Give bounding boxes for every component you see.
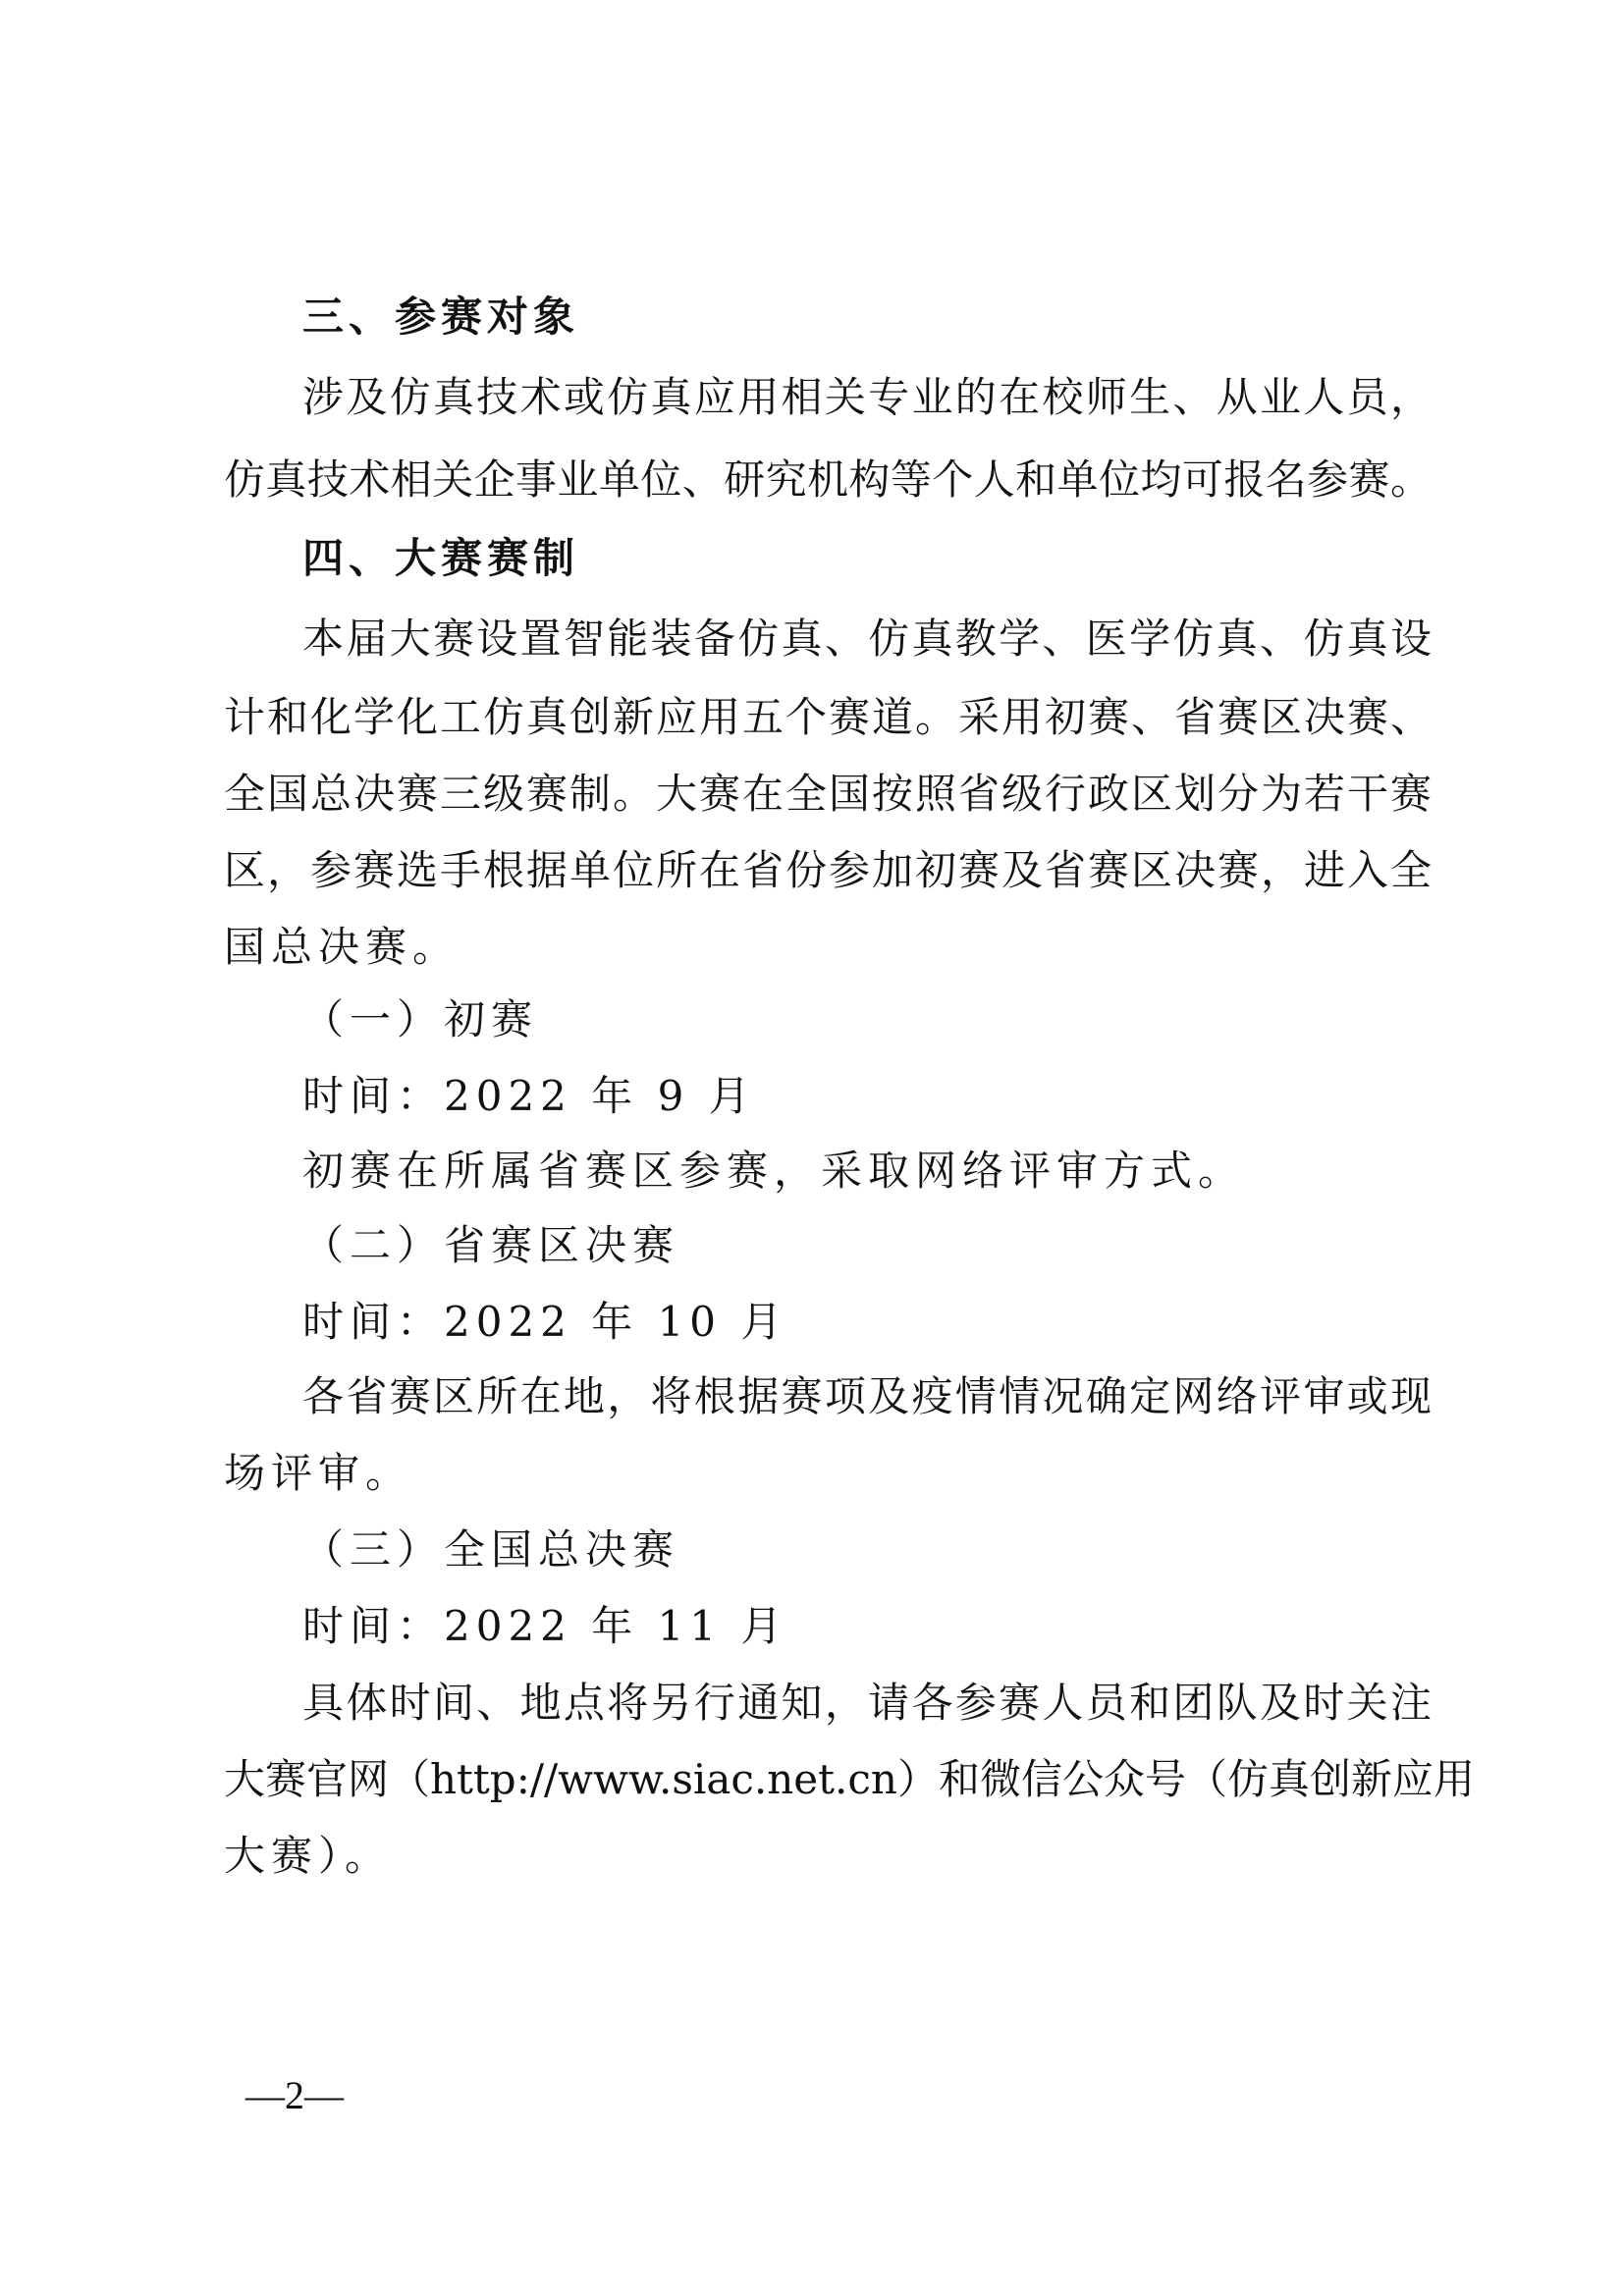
section-4-paragraph-line-4: 区，参赛选手根据单位所在省份参加初赛及省赛区决赛，进入全 bbox=[224, 846, 1432, 894]
sub-3-time: 时间：2022 年 11 月 bbox=[302, 1602, 788, 1650]
sub-3-desc-line-3: 大赛）。 bbox=[224, 1832, 393, 1880]
sub-2-desc-line-1: 各省赛区所在地，将根据赛项及疫情情况确定网络评审或现 bbox=[302, 1372, 1432, 1420]
sub-3-desc-line-1: 具体时间、地点将另行通知，请各参赛人员和团队及时关注 bbox=[302, 1679, 1432, 1727]
sub-2-time: 时间：2022 年 10 月 bbox=[302, 1298, 788, 1346]
sub-1-time: 时间：2022 年 9 月 bbox=[302, 1072, 756, 1120]
sub-2-desc-line-2: 场评审。 bbox=[224, 1449, 413, 1497]
sub-2-heading: （二）省赛区决赛 bbox=[302, 1221, 680, 1269]
section-4-heading: 四、大赛赛制 bbox=[302, 534, 580, 582]
section-4-paragraph-line-2: 计和化学化工仿真创新应用五个赛道。采用初赛、省赛区决赛、 bbox=[224, 693, 1432, 741]
sub-3-heading: （三）全国总决赛 bbox=[302, 1525, 680, 1574]
section-4-paragraph-line-3: 全国总决赛三级赛制。大赛在全国按照省级行政区划分为若干赛 bbox=[224, 770, 1432, 818]
section-3-heading: 三、参赛对象 bbox=[302, 293, 580, 341]
section-3-paragraph-line-1: 涉及仿真技术或仿真应用相关专业的在校师生、从业人员， bbox=[302, 373, 1432, 421]
sub-3-desc-line-2: 大赛官网（http://www.siac.net.cn）和微信公众号（仿真创新应用 bbox=[224, 1755, 1475, 1803]
page-number: —2— bbox=[245, 2073, 344, 2117]
sub-1-desc: 初赛在所属省赛区参赛，采取网络评审方式。 bbox=[302, 1147, 1246, 1195]
sub-1-heading: （一）初赛 bbox=[302, 995, 539, 1043]
section-4-paragraph-line-1: 本届大赛设置智能装备仿真、仿真教学、医学仿真、仿真设 bbox=[302, 614, 1432, 663]
section-4-paragraph-line-5: 国总决赛。 bbox=[224, 923, 460, 971]
section-3-paragraph-line-2: 仿真技术相关企事业单位、研究机构等个人和单位均可报名参赛。 bbox=[224, 455, 1432, 504]
